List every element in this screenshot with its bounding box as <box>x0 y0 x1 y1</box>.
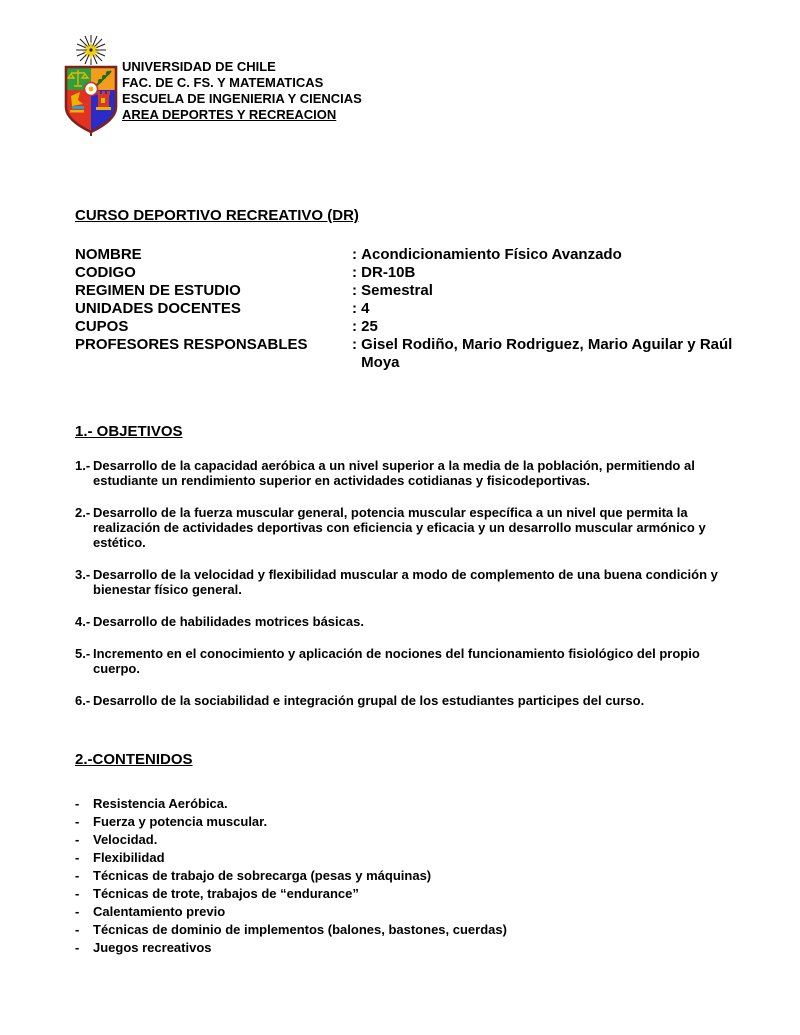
dash-bullet: - <box>75 814 80 829</box>
course-details <box>75 246 761 372</box>
objective-item <box>75 505 737 550</box>
content-text: Juegos recreativos <box>93 940 212 955</box>
objective-text: Desarrollo de la sociabilidad e integración grupal de los estudiantes participes del curso. <box>93 693 645 708</box>
university-crest-logo <box>60 34 120 136</box>
contents-list <box>75 795 737 957</box>
content-item <box>75 795 737 813</box>
objective-number: 4.- <box>75 614 91 629</box>
field-label: CUPOS <box>75 318 129 335</box>
field-label: PROFESORES RESPONSABLES <box>75 336 308 353</box>
field-value: 4 <box>361 300 370 317</box>
objective-number: 5.- <box>75 646 91 661</box>
field-colon: : <box>352 318 362 335</box>
field-colon: : <box>352 336 362 353</box>
objective-text: Desarrollo de la velocidad y flexibilidad muscular a modo de complemento de una buena condición y bienestar físico general. <box>93 567 718 597</box>
objective-text: Incremento en el conocimiento y aplicación de nociones del funcionamiento fisiológico del propio cuerpo. <box>93 646 700 676</box>
dash-bullet: - <box>75 940 80 955</box>
objective-number: 1.- <box>75 458 91 473</box>
objectives-heading: 1.- OBJETIVOS <box>75 423 183 440</box>
shield-quadrants <box>66 67 116 134</box>
dash-bullet: - <box>75 904 80 919</box>
objective-text: Desarrollo de la fuerza muscular general, potencia muscular específica a un nivel que permita la realización de actividades deportivas con eficiencia y eficacia y un desarrollo muscular armónico y estético. <box>93 505 706 550</box>
objective-item <box>75 458 737 488</box>
field-codigo <box>75 264 761 282</box>
field-regimen <box>75 282 761 300</box>
dash-bullet: - <box>75 886 80 901</box>
field-value: Acondicionamiento Físico Avanzado <box>361 246 622 263</box>
dash-bullet: - <box>75 832 80 847</box>
content-item <box>75 903 737 921</box>
course-title: CURSO DEPORTIVO RECREATIVO (DR) <box>75 207 359 224</box>
field-label: NOMBRE <box>75 246 142 263</box>
field-unidades <box>75 300 761 318</box>
star-center-dot <box>89 48 92 51</box>
content-text: Fuerza y potencia muscular. <box>93 814 268 829</box>
field-value: 25 <box>361 318 378 335</box>
objective-item <box>75 614 737 629</box>
field-colon: : <box>352 246 362 263</box>
dash-bullet: - <box>75 850 80 865</box>
content-text: Técnicas de trabajo de sobrecarga (pesas y máquinas) <box>93 868 432 883</box>
field-colon: : <box>352 264 362 281</box>
objective-number: 3.- <box>75 567 91 582</box>
field-label: CODIGO <box>75 264 136 281</box>
field-value: Gisel Rodiño, Mario Rodriguez, Mario Aguilar y Raúl Moya <box>361 336 733 371</box>
tower-icon <box>96 91 111 110</box>
content-text: Técnicas de dominio de implementos (balones, bastones, cuerdas) <box>93 922 507 937</box>
content-item <box>75 831 737 849</box>
content-text: Resistencia Aeróbica. <box>93 796 228 811</box>
field-cupos <box>75 318 761 336</box>
letterhead-school: ESCUELA DE INGENIERIA Y CIENCIAS <box>122 91 362 106</box>
objective-item <box>75 567 737 597</box>
content-item <box>75 939 737 957</box>
letterhead-area: AREA DEPORTES Y RECREACION <box>122 107 337 122</box>
field-colon: : <box>352 300 362 317</box>
objective-text: Desarrollo de habilidades motrices básicas. <box>93 614 364 629</box>
content-item <box>75 813 737 831</box>
objective-item <box>75 646 737 676</box>
objective-number: 6.- <box>75 693 91 708</box>
objective-item <box>75 693 737 708</box>
center-emblem-dot <box>89 87 94 92</box>
field-colon: : <box>352 282 362 299</box>
dash-bullet: - <box>75 796 80 811</box>
content-item <box>75 867 737 885</box>
field-label: REGIMEN DE ESTUDIO <box>75 282 241 299</box>
objective-number: 2.- <box>75 505 91 520</box>
field-value: Semestral <box>361 282 433 299</box>
letterhead-university: UNIVERSIDAD DE CHILE <box>122 59 276 74</box>
content-item <box>75 849 737 867</box>
objective-text: Desarrollo de la capacidad aeróbica a un nivel superior a la media de la población, permitiendo al estudiante un rendimiento superior en actividades cotidianas y fisicodeportivas. <box>93 458 695 488</box>
dash-bullet: - <box>75 922 80 937</box>
crest-svg <box>60 34 120 136</box>
letterhead-faculty: FAC. DE C. FS. Y MATEMATICAS <box>122 75 324 90</box>
content-text: Calentamiento previo <box>93 904 226 919</box>
letterhead <box>122 59 362 123</box>
field-profesores <box>75 336 761 372</box>
content-text: Velocidad. <box>93 832 158 847</box>
field-nombre <box>75 246 761 264</box>
content-item <box>75 921 737 939</box>
field-label: UNIDADES DOCENTES <box>75 300 241 317</box>
objectives-list <box>75 458 737 725</box>
field-value: DR-10B <box>361 264 416 281</box>
contents-heading: 2.-CONTENIDOS <box>75 751 193 768</box>
content-item <box>75 885 737 903</box>
content-text: Flexibilidad <box>93 850 165 865</box>
dash-bullet: - <box>75 868 80 883</box>
content-text: Técnicas de trote, trabajos de “endurance” <box>93 886 359 901</box>
